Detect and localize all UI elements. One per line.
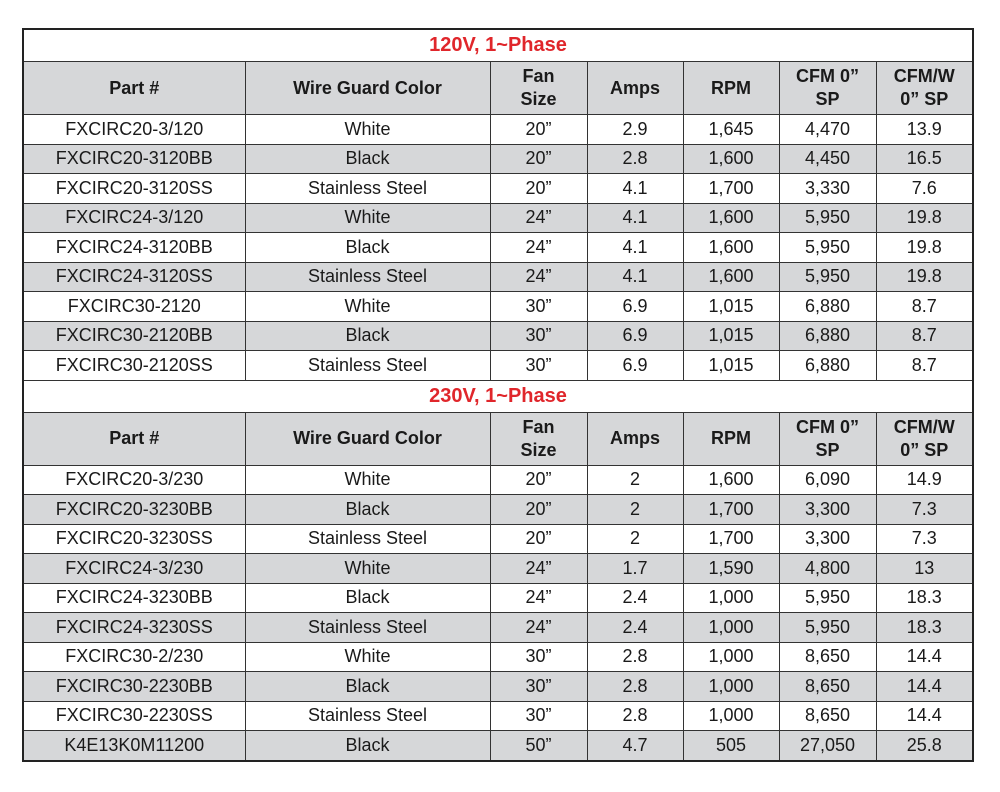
- table-cell: FXCIRC24-3230SS: [23, 613, 245, 643]
- table-cell: 24”: [490, 554, 587, 584]
- table-cell: 8,650: [779, 701, 876, 731]
- table-cell: 2.8: [587, 642, 683, 672]
- table-cell: Black: [245, 583, 490, 613]
- table-cell: 2.8: [587, 144, 683, 174]
- table-cell: FXCIRC20-3/230: [23, 465, 245, 495]
- table-cell: K4E13K0M11200: [23, 731, 245, 761]
- table-cell: White: [245, 115, 490, 145]
- table-cell: 7.3: [876, 524, 973, 554]
- table-cell: White: [245, 554, 490, 584]
- column-header: RPM: [683, 62, 779, 115]
- table-cell: 14.9: [876, 465, 973, 495]
- table-cell: 5,950: [779, 233, 876, 263]
- table-cell: 6,880: [779, 351, 876, 381]
- section-title: 230V, 1~Phase: [23, 380, 973, 412]
- table-cell: FXCIRC30-2120SS: [23, 351, 245, 381]
- table-cell: 50”: [490, 731, 587, 761]
- table-cell: 20”: [490, 174, 587, 204]
- table-row: [23, 701, 973, 731]
- table-cell: Stainless Steel: [245, 351, 490, 381]
- column-header: Part #: [23, 62, 245, 115]
- table-cell: 20”: [490, 144, 587, 174]
- table-cell: FXCIRC24-3120SS: [23, 262, 245, 292]
- table-cell: 4.1: [587, 233, 683, 263]
- table-cell: White: [245, 292, 490, 322]
- table-cell: 1,600: [683, 233, 779, 263]
- table-cell: 8,650: [779, 642, 876, 672]
- table-cell: 1,700: [683, 174, 779, 204]
- table-cell: 4,470: [779, 115, 876, 145]
- table-cell: Black: [245, 233, 490, 263]
- column-header-row: [23, 412, 973, 465]
- table-cell: 24”: [490, 233, 587, 263]
- table-cell: White: [245, 203, 490, 233]
- table-cell: 1,600: [683, 465, 779, 495]
- table-cell: 1,700: [683, 524, 779, 554]
- table-cell: 1,600: [683, 262, 779, 292]
- table-cell: 2: [587, 465, 683, 495]
- table-cell: 6.9: [587, 351, 683, 381]
- table-cell: 5,950: [779, 613, 876, 643]
- table-row: [23, 583, 973, 613]
- table-cell: 4,800: [779, 554, 876, 584]
- table-cell: Stainless Steel: [245, 613, 490, 643]
- table-row: [23, 642, 973, 672]
- table-cell: 25.8: [876, 731, 973, 761]
- table-cell: 3,300: [779, 524, 876, 554]
- table-cell: 20”: [490, 115, 587, 145]
- table-cell: 6,880: [779, 292, 876, 322]
- table-cell: 505: [683, 731, 779, 761]
- table-cell: Black: [245, 672, 490, 702]
- table-cell: FXCIRC30-2230BB: [23, 672, 245, 702]
- table-cell: 30”: [490, 351, 587, 381]
- table-cell: Stainless Steel: [245, 262, 490, 292]
- table-cell: 24”: [490, 203, 587, 233]
- table-cell: 7.3: [876, 495, 973, 525]
- table-cell: 1,645: [683, 115, 779, 145]
- table-row: [23, 262, 973, 292]
- table-cell: 16.5: [876, 144, 973, 174]
- table-cell: 1,700: [683, 495, 779, 525]
- table-cell: 1,600: [683, 144, 779, 174]
- table-cell: Black: [245, 144, 490, 174]
- table-row: [23, 731, 973, 761]
- table-cell: 1,015: [683, 321, 779, 351]
- table-cell: Black: [245, 321, 490, 351]
- table-cell: 2.4: [587, 613, 683, 643]
- table-cell: 1,600: [683, 203, 779, 233]
- table-cell: 1,590: [683, 554, 779, 584]
- table-cell: 4,450: [779, 144, 876, 174]
- table-cell: 5,950: [779, 583, 876, 613]
- table-cell: 2.4: [587, 583, 683, 613]
- table-cell: 18.3: [876, 613, 973, 643]
- table-row: [23, 174, 973, 204]
- table-cell: FXCIRC20-3230SS: [23, 524, 245, 554]
- table-cell: FXCIRC24-3230BB: [23, 583, 245, 613]
- table-cell: 20”: [490, 495, 587, 525]
- table-cell: 30”: [490, 321, 587, 351]
- table-cell: 7.6: [876, 174, 973, 204]
- column-header: Wire Guard Color: [245, 412, 490, 465]
- table-cell: 30”: [490, 672, 587, 702]
- table-cell: 14.4: [876, 642, 973, 672]
- table-cell: 5,950: [779, 203, 876, 233]
- table-row: [23, 321, 973, 351]
- table-cell: 6.9: [587, 292, 683, 322]
- fan-spec-table: [22, 28, 974, 762]
- table-row: [23, 292, 973, 322]
- table-cell: FXCIRC30-2120: [23, 292, 245, 322]
- table-cell: 2.8: [587, 701, 683, 731]
- column-header: CFM/W 0” SP: [876, 62, 973, 115]
- table-row: [23, 351, 973, 381]
- table-cell: FXCIRC20-3/120: [23, 115, 245, 145]
- column-header: Part #: [23, 412, 245, 465]
- table-cell: 1,000: [683, 583, 779, 613]
- column-header: Fan Size: [490, 412, 587, 465]
- table-cell: 2.8: [587, 672, 683, 702]
- table-cell: White: [245, 465, 490, 495]
- table-cell: 8,650: [779, 672, 876, 702]
- table-cell: Black: [245, 731, 490, 761]
- table-row: [23, 613, 973, 643]
- table-cell: 13: [876, 554, 973, 584]
- table-cell: 19.8: [876, 203, 973, 233]
- table-cell: 4.1: [587, 203, 683, 233]
- table-cell: FXCIRC20-3230BB: [23, 495, 245, 525]
- table-cell: 8.7: [876, 351, 973, 381]
- table-cell: 1,015: [683, 292, 779, 322]
- table-cell: FXCIRC24-3120BB: [23, 233, 245, 263]
- table-cell: 2.9: [587, 115, 683, 145]
- table-cell: Stainless Steel: [245, 524, 490, 554]
- column-header: CFM 0” SP: [779, 62, 876, 115]
- table-row: [23, 554, 973, 584]
- table-cell: 1,015: [683, 351, 779, 381]
- table-row: [23, 495, 973, 525]
- section-title-row: [23, 380, 973, 412]
- table-cell: 14.4: [876, 701, 973, 731]
- table-row: [23, 203, 973, 233]
- table-cell: 2: [587, 495, 683, 525]
- table-cell: FXCIRC20-3120SS: [23, 174, 245, 204]
- table-cell: 3,300: [779, 495, 876, 525]
- table-cell: 6.9: [587, 321, 683, 351]
- table-cell: 30”: [490, 642, 587, 672]
- table-cell: 1,000: [683, 672, 779, 702]
- table-row: [23, 233, 973, 263]
- table-cell: 2: [587, 524, 683, 554]
- table-cell: 1.7: [587, 554, 683, 584]
- table-cell: 3,330: [779, 174, 876, 204]
- column-header: CFM/W 0” SP: [876, 412, 973, 465]
- table-cell: 24”: [490, 613, 587, 643]
- table-cell: 20”: [490, 524, 587, 554]
- table-cell: FXCIRC24-3/230: [23, 554, 245, 584]
- table-cell: 4.7: [587, 731, 683, 761]
- table-cell: 13.9: [876, 115, 973, 145]
- table-cell: 20”: [490, 465, 587, 495]
- column-header: Amps: [587, 62, 683, 115]
- table-cell: Black: [245, 495, 490, 525]
- table-row: [23, 672, 973, 702]
- column-header-row: [23, 62, 973, 115]
- table-cell: 1,000: [683, 613, 779, 643]
- table-cell: 30”: [490, 292, 587, 322]
- table-cell: 19.8: [876, 233, 973, 263]
- column-header: CFM 0” SP: [779, 412, 876, 465]
- table-cell: 19.8: [876, 262, 973, 292]
- table-cell: 4.1: [587, 262, 683, 292]
- table-row: [23, 115, 973, 145]
- table-cell: 1,000: [683, 701, 779, 731]
- table-row: [23, 524, 973, 554]
- table-cell: FXCIRC30-2230SS: [23, 701, 245, 731]
- table-cell: 6,090: [779, 465, 876, 495]
- table-cell: White: [245, 642, 490, 672]
- table-cell: FXCIRC30-2120BB: [23, 321, 245, 351]
- column-header: Fan Size: [490, 62, 587, 115]
- table-cell: 1,000: [683, 642, 779, 672]
- table-cell: 24”: [490, 583, 587, 613]
- table-cell: FXCIRC20-3120BB: [23, 144, 245, 174]
- column-header: Amps: [587, 412, 683, 465]
- section-title-row: [23, 29, 973, 62]
- table-cell: 30”: [490, 701, 587, 731]
- table-cell: 27,050: [779, 731, 876, 761]
- column-header: RPM: [683, 412, 779, 465]
- table-cell: 4.1: [587, 174, 683, 204]
- table-cell: 5,950: [779, 262, 876, 292]
- table-cell: 18.3: [876, 583, 973, 613]
- table-row: [23, 144, 973, 174]
- section-title: 120V, 1~Phase: [23, 29, 973, 62]
- table-cell: Stainless Steel: [245, 174, 490, 204]
- table-cell: FXCIRC30-2/230: [23, 642, 245, 672]
- table-row: [23, 465, 973, 495]
- table-cell: 6,880: [779, 321, 876, 351]
- table-cell: 24”: [490, 262, 587, 292]
- table-cell: FXCIRC24-3/120: [23, 203, 245, 233]
- table-cell: 14.4: [876, 672, 973, 702]
- table-cell: 8.7: [876, 321, 973, 351]
- table-cell: 8.7: [876, 292, 973, 322]
- table-cell: Stainless Steel: [245, 701, 490, 731]
- column-header: Wire Guard Color: [245, 62, 490, 115]
